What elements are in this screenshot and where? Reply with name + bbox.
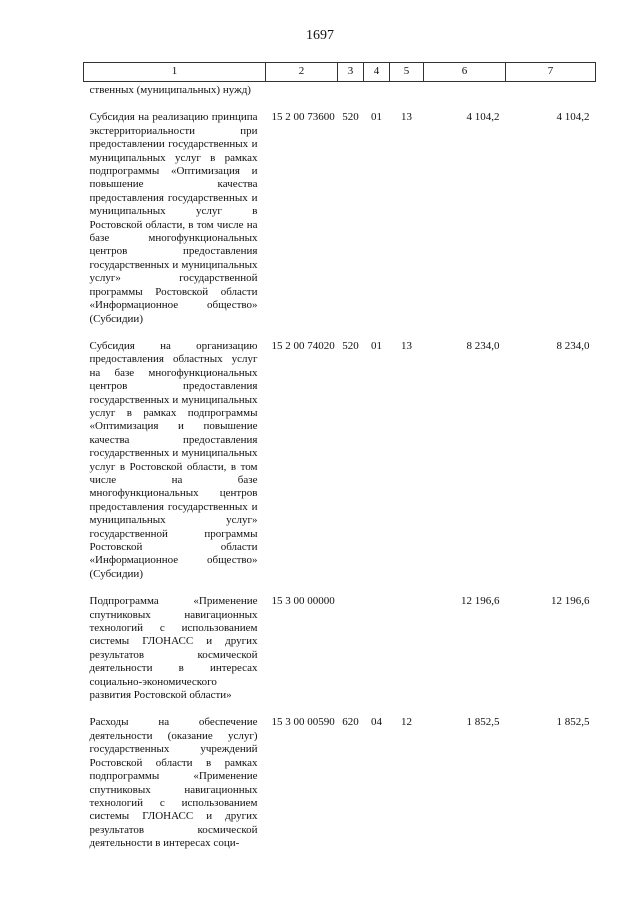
target-article-code <box>266 82 338 112</box>
section-code <box>364 82 390 112</box>
expense-type-code <box>338 82 364 112</box>
expense-type-code <box>338 595 364 716</box>
table-header-row <box>84 63 596 82</box>
table-row <box>84 111 596 340</box>
section-code <box>364 595 390 716</box>
subsection-code <box>390 595 424 716</box>
amount-value-2: 8 234,0 <box>556 339 590 352</box>
row-description: Субсидия на реализацию принципа экстерриториальности при предоставлении государственных и муниципальных услуг в рамках подпрограммы «Оптимизация и повышение качества предоставления государственных и муниципальных услуг в Ростовской области, в том числе на базе многофункциональных центров предоставления государственных и муниципальных услуг» государственной программы Ростовской области «Информационное общество» (Субсидии) <box>89 111 258 325</box>
section-code: 01 <box>371 339 382 352</box>
amount-value-2: 4 104,2 <box>556 111 590 124</box>
budget-table <box>83 62 596 865</box>
target-article-code: 15 3 00 00000 <box>271 595 335 608</box>
target-article-code: 15 3 00 00590 <box>271 716 335 729</box>
row-description: Субсидия на организацию предоставления областных услуг на базе многофункциональных центров предоставления государственных и муниципальных услуг в рамках подпрограммы «Оптимизация и повышение качества предоставления государственных и муниципальных услуг в Ростовской области, в том числе на базе многофункциональных центров предоставления государственных и муниципальных услуг» государственной программы Ростовской области «Информационное общество» (Субсидии) <box>89 339 258 580</box>
section-code: 01 <box>371 111 382 124</box>
subsection-code: 12 <box>401 716 412 729</box>
amount-value-2 <box>506 82 596 112</box>
amount-value <box>424 82 506 112</box>
amount-value: 12 196,6 <box>461 595 500 608</box>
column-header: 4 <box>364 63 390 82</box>
expense-type-code: 520 <box>342 339 359 352</box>
row-description: Подпрограмма «Применение спутниковых навигационных технологий с использованием системы ГЛОНАСС и других результатов космической деятельности в интересах социально-экономического развития Ростовской области» <box>89 595 258 702</box>
amount-value: 1 852,5 <box>466 716 500 729</box>
expense-type-code: 520 <box>342 111 359 124</box>
column-header: 1 <box>84 63 266 82</box>
subsection-code <box>390 82 424 112</box>
column-header: 3 <box>338 63 364 82</box>
row-description: Расходы на обеспечение деятельности (оказание услуг) государственных учреждений Ростовской области в рамках подпрограммы «Применение спутниковых навигационных технологий с использованием системы ГЛОНАСС и других результатов космической деятельности в интересах соци- <box>89 716 258 850</box>
amount-value: 8 234,0 <box>466 339 500 352</box>
table-row <box>84 716 596 864</box>
subsection-code: 13 <box>401 111 412 124</box>
target-article-code: 15 2 00 74020 <box>271 339 335 352</box>
amount-value-2: 12 196,6 <box>551 595 590 608</box>
row-description: ственных (муниципальных) нужд) <box>89 84 251 96</box>
table-row <box>84 595 596 716</box>
column-header: 6 <box>424 63 506 82</box>
column-header: 2 <box>266 63 338 82</box>
column-header: 7 <box>506 63 596 82</box>
table-row <box>84 340 596 595</box>
amount-value: 4 104,2 <box>466 111 500 124</box>
table-row <box>84 82 596 112</box>
section-code: 04 <box>371 716 382 729</box>
target-article-code: 15 2 00 73600 <box>271 111 335 124</box>
amount-value-2: 1 852,5 <box>556 716 590 729</box>
column-header: 5 <box>390 63 424 82</box>
page-number: 1697 <box>306 28 334 43</box>
subsection-code: 13 <box>401 339 412 352</box>
expense-type-code: 620 <box>342 716 359 729</box>
